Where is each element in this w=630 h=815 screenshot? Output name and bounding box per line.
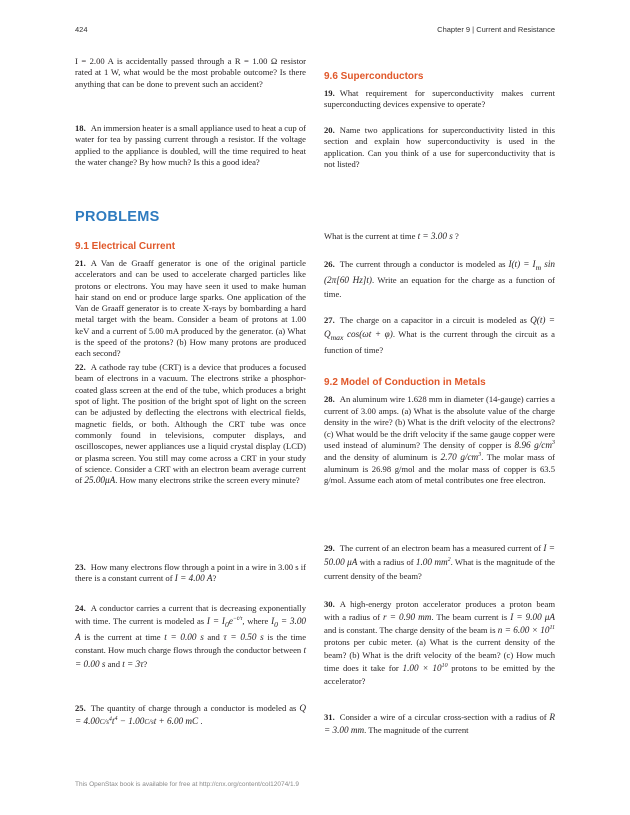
problem-text: A high-energy proton accelerator produces a proton beam with a radius of — [324, 599, 555, 622]
time-end: t = 3τ — [122, 658, 144, 669]
problem-number: 22. — [75, 362, 86, 372]
problem-text: A conductor carries a current that is decreasing exponentially with time. The current is modeled as — [75, 603, 306, 627]
problem-23 — [75, 562, 306, 585]
problem-text: and is constant. The charge density of the beam is — [324, 624, 496, 635]
problems-title: PROBLEMS — [75, 209, 160, 225]
question-text: An immersion heater is a small appliance used to heat a cup of water for tea by passing current through a resistor. If the voltage applied to the appliance is doubled, will the time required to heat the water change? By how much? Is this a good idea? — [75, 123, 307, 167]
problem-number: 28. — [324, 394, 335, 404]
problem-text: How many electrons flow through a point in a wire in 3.00 s if there is a constant current of — [75, 562, 306, 584]
wire-radius: R = 3.00 mm — [324, 712, 555, 735]
problem-22 — [75, 362, 306, 487]
copper-density: 8.96 $g/cm^3$ — [514, 440, 556, 451]
problem-25-continued: What is the current at time t = 3.00 s ? — [324, 231, 459, 241]
initial-current: $I_0 = 3.00$ A — [75, 616, 307, 643]
time-value: t = 3.00 s — [417, 231, 453, 241]
problem-text: protons to be emitted by the accelerator? — [324, 662, 555, 686]
problem-number: 25. — [75, 703, 86, 713]
left-column-top — [75, 56, 306, 90]
problem-24 — [75, 602, 306, 671]
problem-text: . Write an equation for the charge as a function of time. — [324, 275, 556, 299]
time-constant: τ = 0.50 s — [223, 632, 264, 643]
question-number: 18. — [75, 123, 86, 133]
problem-26 — [324, 258, 555, 301]
problem-text: with a radius of — [359, 557, 414, 567]
problem-text: . The molar mass of aluminum is 26.98 g/mol and the molar mass of copper is 63.5 g/mol. Assume each atom of metal contributes one free electron. — [324, 451, 556, 486]
charge-density: $n = 6.00 \times 10^{11}$ — [497, 624, 555, 635]
problem-number: 26. — [324, 259, 335, 269]
page-footer: This OpenStax book is available for free at http://cnx.org/content/col12074/1.9 — [75, 781, 300, 788]
current-model-formula: $I = I_0e^{-t/\tau}$ — [206, 616, 243, 630]
beam-current: I = 50.00 μA — [324, 543, 556, 567]
problem-text: . What is the magnitude of the current density of the beam? — [324, 557, 555, 581]
current-value: I = 4.00 A — [174, 573, 213, 584]
problem-25: 25. The quantity of charge through a conductor is modeled as $Q = 4.00C/s^4t^4 - 1.00C/st + 6.00$ mC . — [75, 703, 306, 726]
problem-text: The current of an electron beam has a measured current of — [339, 543, 542, 553]
question-number: 20. — [324, 125, 335, 135]
problem-number: 27. — [324, 315, 335, 325]
problem-text: protons per cubic meter. (a) What is the current density of the beam? (b) What is the drift velocity of the beam? (c) How much time does it take for — [324, 637, 555, 673]
beam-area: 1.00 $mm^2$ — [415, 556, 451, 567]
section-heading-9-2: 9.2 Model of Conduction in Metals — [324, 377, 486, 388]
time-zero: t = 0.00 s — [164, 632, 204, 643]
question-text: What requirement for superconductivity makes current superconducting devices expensive to operate? — [324, 88, 555, 110]
problem-text: . The magnitude of the current — [364, 724, 469, 735]
problem-29 — [324, 541, 555, 583]
current-value: 25.00μA — [84, 475, 116, 486]
section-heading-9-6: 9.6 Superconductors — [324, 71, 424, 82]
problem-text: . The beam current is — [431, 611, 508, 622]
problem-27 — [324, 314, 555, 357]
problem-text-tail: . How many electrons strike the screen every minute? — [115, 475, 300, 486]
problem-text: The current through a conductor is modeled as — [339, 259, 506, 269]
problem-number: 31. — [324, 712, 335, 722]
problem-text: The charge on a capacitor in a circuit is modeled as — [339, 315, 527, 325]
question-number: 19. — [324, 88, 335, 98]
section-heading-9-1: 9.1 Electrical Current — [75, 241, 176, 252]
question-text: Name two applications for superconductivity listed in this section and explain how superconductivity is used in the application. Can you think of a use for superconductivity that is not listed? — [324, 125, 555, 169]
problem-text: and — [107, 658, 121, 669]
question-20 — [324, 125, 555, 170]
problem-text: The quantity of charge through a conductor is modeled as — [90, 703, 297, 713]
aluminum-density: 2.70 $g/cm^3$ — [440, 451, 482, 462]
problem-text: and the density of aluminum is — [324, 451, 438, 462]
problem-number: 21. — [75, 258, 86, 268]
problem-28 — [324, 394, 555, 487]
chapter-header: Chapter 9 | Current and Resistance — [437, 25, 555, 34]
problem-text: . What is the current through the circuit as a function of time? — [324, 328, 555, 355]
problem-21 — [75, 258, 306, 360]
page-number: 424 — [75, 25, 88, 34]
beam-radius: r = 0.90 mm — [383, 611, 432, 622]
problem-number: 24. — [75, 603, 86, 613]
problem-text-tail: ? — [212, 573, 217, 584]
problem-text: What is the current at time — [324, 231, 416, 241]
intro-question: I = 2.00 A is accidentally passed through a R = 1.00 Ω resistor rated at 1 W, what would be the most probable outcome? Is there anything that can be done to prevent such an accident? — [75, 56, 306, 89]
problem-text: is the time constant. How much charge flows through the conductor between — [75, 632, 307, 656]
proton-count: $1.00 \times 10^{10}$ — [402, 662, 448, 673]
problem-number: 29. — [324, 543, 335, 553]
time-start: t = 0.00 s — [75, 645, 306, 669]
problem-text: , where — [242, 616, 269, 627]
problem-text: Consider a wire of a circular cross-section with a radius of — [339, 712, 547, 722]
problem-text: and — [207, 632, 220, 643]
problem-30 — [324, 598, 555, 688]
problem-number: 23. — [75, 562, 86, 572]
question-18 — [75, 123, 306, 168]
beam-current: I = 9.00 μA — [510, 611, 556, 622]
question-19 — [324, 88, 555, 111]
problem-text: A cathode ray tube (CRT) is a device that produces a focused beam of electrons in a vacuum. The electrons strike a phosphor-coated glass screen at the end of the tube, which produces a bright spot of light. The position of the bright spot of light on the screen can be adjusted by deflecting the electrons with electrical fields, magnetic fields, or both. Although the CRT tube was once commonly found in televisions, computer displays, and oscilloscopes, newer appliances use a liquid crystal display (LCD) or plasma screen. You still may come across a CRT in your study of science. Consider a CRT with an electron beam average current of — [75, 362, 306, 486]
current-function-formula: $I(t) = I_m$ sin (2π[60 Hz]t) — [324, 259, 555, 286]
problem-text: An aluminum wire 1.628 mm in diameter (14-gauge) carries a current of 3.00 amps. (a) What is the absolute value of the charge density in the wire? (b) What is the drift velocity of the electrons? (c) What would be the drift velocity if the same gauge copper were used instead of aluminum? The density of copper is — [324, 394, 555, 451]
problem-text: ? — [143, 658, 148, 669]
problem-text: A Van de Graaff generator is one of the original particle accelerators and can be used to accelerate charged particles like protons or electrons. You may have seen it used to make human hair stand on end or produce large sparks. One application of the Van de Graaff generator is to create X-rays by bombarding a hard metal target with the beam. Consider a beam of protons at 1.00 keV and a current of 5.00 mA produced by the generator. (a) What is the speed of the protons? (b) How many protons are produced each second? — [75, 258, 306, 359]
problem-31 — [324, 711, 555, 736]
charge-function-formula: $Q(t) = Q_{max}$ cos(ωt + φ) — [324, 315, 555, 342]
problem-text: is the current at time — [84, 632, 161, 643]
charge-formula: $Q = 4.00C/s^4t^4 - 1.00C/st + 6.00$ mC — [75, 703, 306, 726]
problem-number: 30. — [324, 599, 335, 609]
